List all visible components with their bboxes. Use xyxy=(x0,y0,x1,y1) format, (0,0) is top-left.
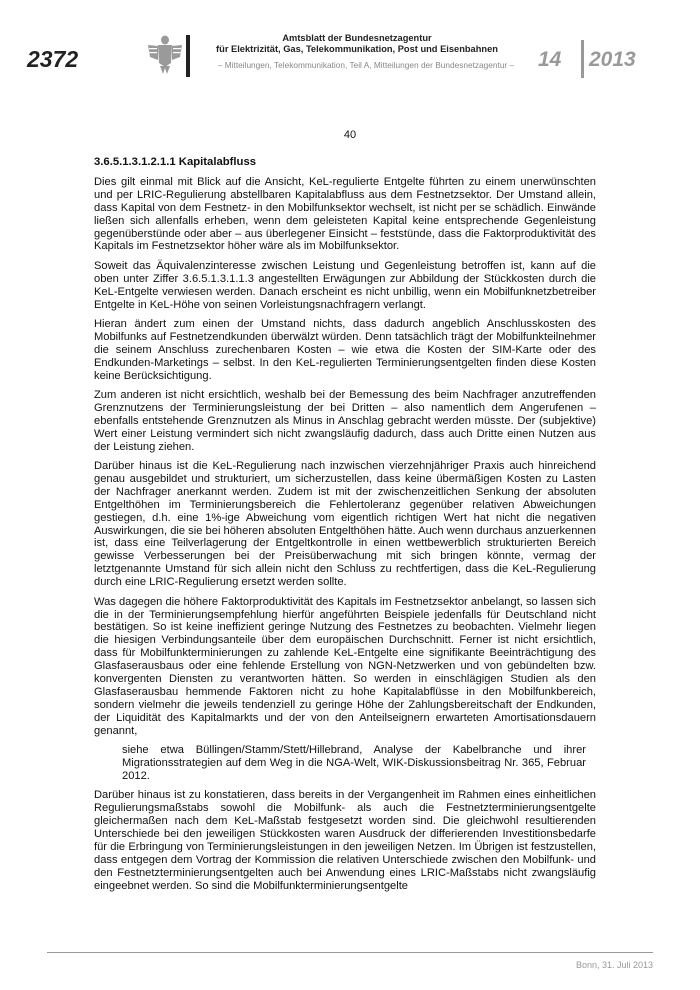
gazette-page-number: 2372 xyxy=(27,46,79,72)
paragraph: Zum anderen ist nicht ersichtlich, weshalb bei der Bemessung des beim Nachfrager anzutreffenden Grenznutzens der Terminierungsleistung der bei Dritten – also namentlich dem Angerufenen – ebenfalls entstehende Grenznutzen als Minus in Anschlag gebracht werden müsste. Der (subjektive) Wert einer Leistung vermindert sich nicht zwangsläufig dadurch, dass auch Dritte einen Nutzen aus der Leistung ziehen. xyxy=(94,389,596,453)
footer-divider xyxy=(47,952,653,953)
federal-eagle-icon xyxy=(147,33,183,75)
header-divider-left xyxy=(186,35,190,77)
paragraph: Soweit das Äquivalenzinteresse zwischen Leistung und Gegenleistung betroffen ist, kann auf die oben unter Ziffer 3.6.5.1.3.1.1.3 angestellten Erwägungen zur Abbildung der Stückkosten durch die KeL-Entgelte verwiesen werden. Danach erscheint es nicht unbillig, wenn ein Mobilfunknetzbetreiber Entgelte in KeL-Höhe von seinen Vorleistungsnachfragern verlangt. xyxy=(94,259,596,311)
gazette-title-line1: Amtsblatt der Bundesnetzagentur xyxy=(282,33,432,43)
header-divider-right xyxy=(581,40,584,78)
gazette-subtitle: – Mitteilungen, Telekommunikation, Teil A, Mitteilungen der Bundesnetzagentur – xyxy=(217,60,515,70)
footer-place-date: Bonn, 31. Juli 2013 xyxy=(575,960,653,970)
paragraph: Darüber hinaus ist die KeL-Regulierung nach inzwischen vierzehnjähriger Praxis auch hinreichend genau ausgebildet und strukturiert, um sicherzustellen, dass keine übermäßigen Kosten zu Lasten der Nachfrager anerkannt werden. Zudem ist mit der zwischenzeitlichen Senkung der absoluten Entgelthöhen im Terminierungsbereich die Fehlertoleranz gegenüber relativen Abweichungen gestiegen, d.h. eine 1%-ige Abweichung vom eigentlich richtigen Wert hat nicht die negativen Auswirkungen, die sie bei höheren absoluten Entgelthöhen hätte. Auch wenn durchaus anzuerkennen ist, dass eine Teilverlagerung der Entgeltkontrolle in einen wettbewerblich strukturierten Bereich gewisse Verbesserungen bei der Preisüberwachung mit sich bringen könnte, vermag der letztgenannte Umstand für sich allein nicht den Schluss zu rechtfertigen, dass die KeL-Regulierung durch eine LRIC-Regulierung ersetzt werden sollte. xyxy=(94,460,596,589)
paragraph: Dies gilt einmal mit Blick auf die Ansicht, KeL-regulierte Entgelte führten zu einem unerwünschten und per LRIC-Regulierung abstellbaren Kapitalabfluss aus dem Festnetzsektor. Der Umstand allein, dass Kapital von dem Festnetz- in den Mobilfunksektor wechselt, ist nicht per se schädlich. Einwände ließen sich allenfalls erheben, wenn dem geleisteten Kapital keine entsprechende Gegenleistung gegenüberstünde oder aber – aus überlegener Einsicht – feststünde, dass die Faktorproduktivität des Kapitals im Festnetzsektor höher wäre als im Mobilfunksektor. xyxy=(94,175,596,253)
document-page-number: 40 xyxy=(343,129,357,141)
issue-number: 14 xyxy=(538,48,562,71)
document-body xyxy=(94,156,596,899)
paragraph: Hieran ändert zum einen der Umstand nichts, dass dadurch angeblich Anschlusskosten des Mobilfunks auf Festnetzendkunden überwälzt würden. Denn tatsächlich trägt der Mobilfunkteilnehmer die seinem Anschluss zurechenbaren Kosten – wie etwa die Kosten der SIM-Karte oder des Endkunden-Marketings – selbst. In den KeL-regulierten Terminierungsentgelten finden diese Kosten keine Berücksichtigung. xyxy=(94,317,596,382)
paragraph: Darüber hinaus ist zu konstatieren, dass bereits in der Vergangenheit im Rahmen eines einheitlichen Regulierungsmaßstabs sowohl die Mobilfunk- als auch die Festnetzterminierungsentgelte gleichermaßen nach dem KeL-Maßstab festgesetzt worden sind. Die gleichwohl resultierenden Unterschiede bei den jeweiligen Stückkosten waren Ausdruck der differierenden Investitionsbedarfe für die Erbringung von Terminierungsleistungen in den jeweiligen Netzen. Im Übrigen ist festzustellen, dass entgegen dem Vortrag der Kommission die relativen Unterschiede zwischen den Mobilfunk- und den Festnetzterminierungsentgelten auch bei Anwendung eines LRIC-Maßstabs nicht zwangsläufig eingeebnet werden. So sind die Mobilfunkterminierungsentgelte xyxy=(94,789,596,892)
section-heading: 3.6.5.1.3.1.2.1.1 Kapitalabfluss xyxy=(94,156,257,168)
citation: siehe etwa Büllingen/Stamm/Stett/Hillebrand, Analyse der Kabelbranche und ihrer Migrationsstrategien auf dem Weg in die NGA-Welt, WIK-Diskussionsbeitrag Nr. 365, Februar 2012. xyxy=(122,744,586,782)
gazette-title-line2: für Elektrizität, Gas, Telekommunikation, Post und Eisenbahnen xyxy=(216,44,498,54)
issue-year: 2013 xyxy=(589,48,636,71)
paragraph: Was dagegen die höhere Faktorproduktivität des Kapitals im Festnetzsektor anbelangt, so lassen sich die in der Terminierungsempfehlung hierfür angeführten Beispiele jedenfalls für Deutschland nicht bestätigen. So ist keine ineffizient geringe Nutzung des Festnetzes zu beobachten. Vielmehr liegen die hiesigen Verbindungsanteile über dem europäischen Durchschnitt. Ferner ist nicht ersichtlich, dass für Mobilfunkterminierungen zu zahlende KeL-Entgelte eine signifikante Beeinträchtigung des Glasfaserausbaus oder eine fehlende Erstellung von NGN-Netzwerken und von gebündelten bzw. konvergenten Diensten zu verantworten hätten. So werden in einschlägigen Studien als den Glasfaserausbau hemmende Faktoren nicht zu hohe Kapitalabflüsse in den Mobilfunkbereich, sondern vielmehr die jeweils tendenziell zu geringe Höhe der Zahlungsbereitschaft der Endkunden, der Liquidität des Kapitalmarkts und der von den Anteilseignern erwarteten Amortisationsdauern genannt, xyxy=(94,595,596,737)
